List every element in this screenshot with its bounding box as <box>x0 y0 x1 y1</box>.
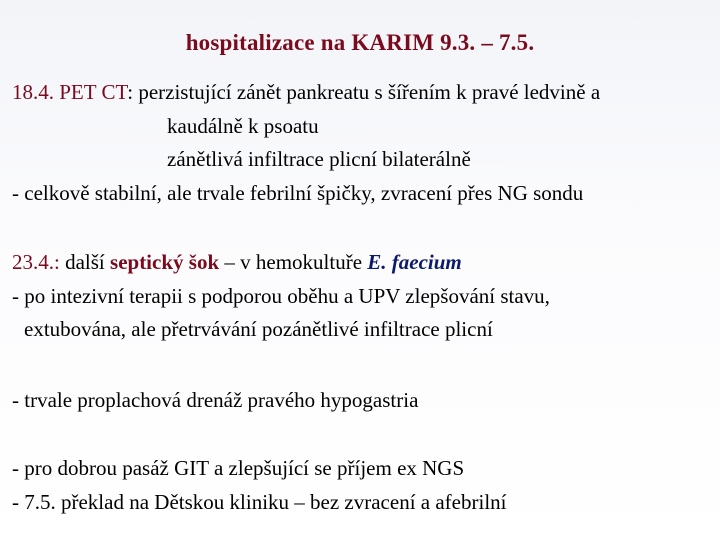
pet-ct-finding-1: : perzistující zánět pankreatu s šířením k pravé ledvině a <box>127 80 601 104</box>
extubation-line: extubována, ale přetrvávání pozánětlivé infiltrace plicní <box>24 317 493 341</box>
pet-ct-line <box>12 82 600 103</box>
clinical-status-line: - celkově stabilní, ale trvale febrilní špičky, zvracení přes NG sondu <box>12 181 584 205</box>
intensive-care-line: - po intezivní terapii s podporou oběhu a UPV zlepšování stavu, <box>12 284 550 308</box>
pet-ct-date: 18.4. PET CT <box>12 80 128 104</box>
septic-shock-date: 23.4.: <box>12 250 60 274</box>
transfer-line: - 7.5. překlad na Dětskou kliniku – bez zvracení a afebrilní <box>12 490 507 514</box>
pet-ct-finding-3: zánětlivá infiltrace plicní bilaterálně <box>167 147 471 171</box>
septic-shock-line <box>12 252 462 273</box>
slide-title: hospitalizace na KARIM 9.3. – 7.5. <box>185 30 535 55</box>
git-passage-line: - pro dobrou pasáž GIT a zlepšující se příjem ex NGS <box>12 456 465 480</box>
drainage-line: - trvale proplachová drenáž pravého hypogastria <box>12 388 419 412</box>
septic-shock-text-a: další <box>59 250 111 274</box>
organism-name: E. faecium <box>367 250 462 274</box>
septic-shock-text-b: – v hemokultuře <box>219 250 368 274</box>
septic-shock-emphasis: septický šok <box>110 250 220 274</box>
pet-ct-finding-2: kaudálně k psoatu <box>167 114 319 138</box>
